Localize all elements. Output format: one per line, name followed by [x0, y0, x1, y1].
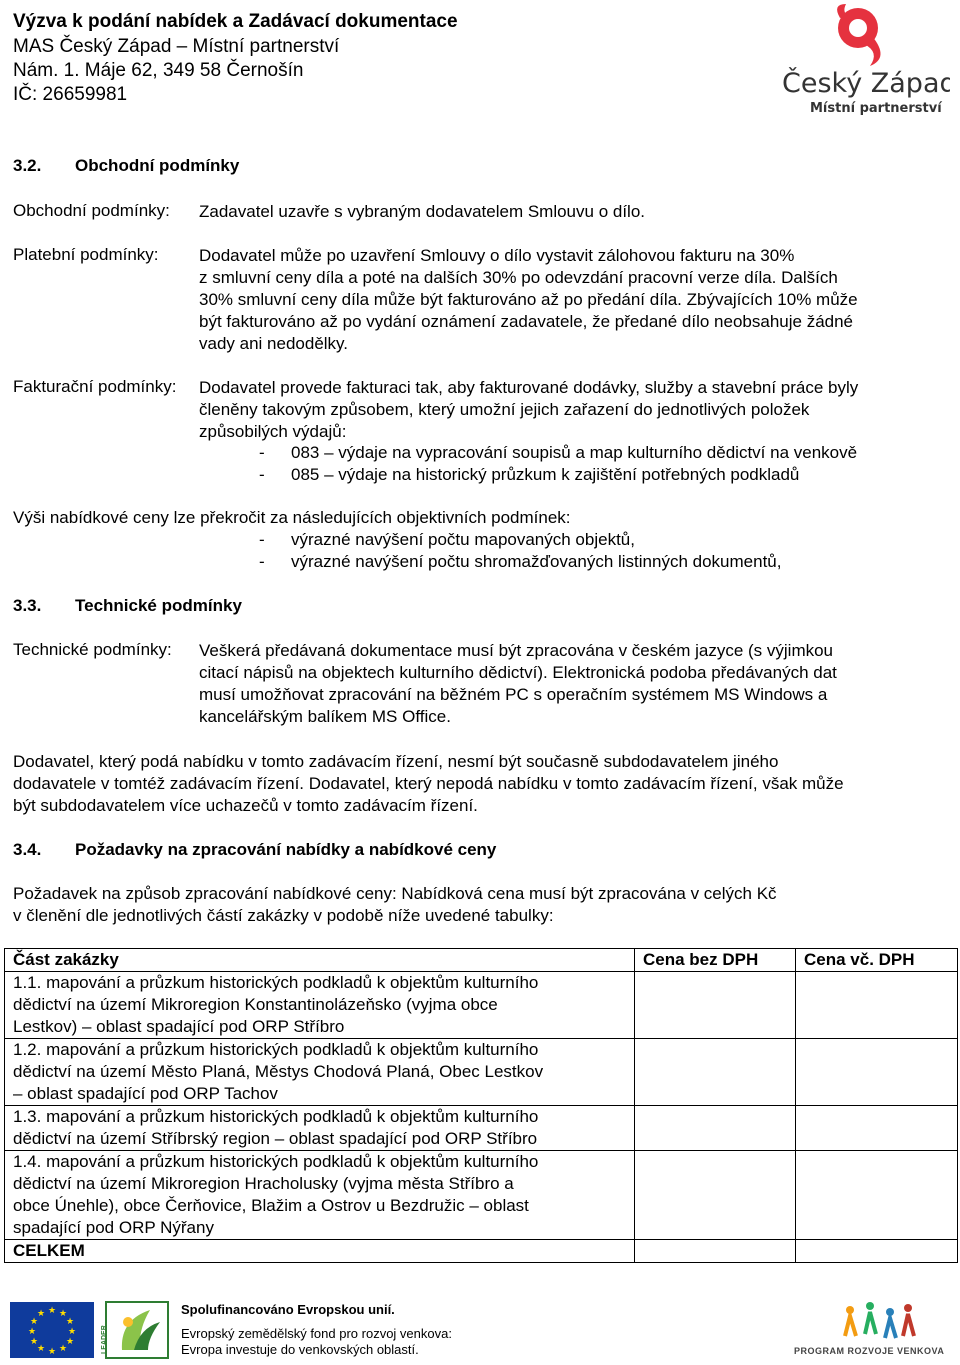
svg-text:★: ★	[59, 1344, 68, 1354]
list-item: - 085 – výdaje na historický průzkum k zajištění potřebných podkladů	[259, 465, 800, 484]
table-cell-part: 1.1. mapování a průzkum historických podkladů k objektům kulturního dědictví na území Mikroregion Konstantinolázeňsko (vyjma obce Lestkov) – oblast spadající pod ORP Stříbro	[5, 972, 635, 1039]
column-header-price-without-vat: Cena bez DPH	[635, 949, 796, 972]
table-total-row	[5, 1240, 958, 1263]
svg-text:★: ★	[30, 1317, 39, 1327]
price-table	[4, 948, 958, 1263]
table-cell-price-without-vat	[635, 1151, 796, 1240]
logo-subtitle: Místní partnerství	[810, 101, 942, 116]
table-cell-part: 1.2. mapování a průzkum historických podkladů k objektům kulturního dědictví na území Město Planá, Městys Chodová Planá, Obec Lestkov – oblast spadající pod ORP Tachov	[5, 1039, 635, 1106]
commercial-terms-text: Zadavatel uzavře s vybraným dodavatelem Smlouvu o dílo.	[199, 202, 646, 221]
eu-flag-icon	[10, 1302, 94, 1358]
invoicing-terms-text: Dodavatel provede fakturaci tak, aby fakturované dodávky, služby a stavební práce byly členěny takovým způsobem, který umožní jejich zařazení do jednotlivých položek způsobilých výdajů:	[199, 378, 859, 441]
table-row	[5, 1106, 958, 1151]
table-cell-price-without-vat	[635, 1039, 796, 1106]
table-cell-total-with-vat	[796, 1240, 958, 1263]
technical-terms-text: Veškerá předávaná dokumentace musí být zpracována v českém jazyce (s výjimkou citací nápisů na objektech kulturního dědictví). Elektronická podoba předávaných dat musí umožňovat zpracování na běžném PC s operačním systémem MS Windows a kancelářským balíkem MS Office.	[199, 641, 837, 726]
svg-text:★: ★	[66, 1317, 75, 1327]
table-cell-price-with-vat	[796, 1151, 958, 1240]
list-item: - výrazné navýšení počtu shromažďovaných listinných dokumentů,	[259, 552, 782, 571]
section-heading-3-2: 3.2. Obchodní podmínky	[13, 156, 240, 175]
column-header-price-with-vat: Cena vč. DPH	[796, 949, 958, 972]
leader-logo-icon	[106, 1302, 168, 1358]
document-title: Výzva k podání nabídek a Zadávací dokumentace	[13, 11, 458, 32]
price-exceed-text: Výši nabídkové ceny lze překročit za následujících objektivních podmínek:	[13, 508, 571, 527]
table-row	[5, 972, 958, 1039]
table-cell-part: 1.3. mapování a průzkum historických podkladů k objektům kulturního dědictví na území Stříbrský region – oblast spadající pod ORP Stříbro	[5, 1106, 635, 1151]
table-cell-total-without-vat	[635, 1240, 796, 1263]
price-requirement-paragraph: Požadavek na způsob zpracování nabídkové ceny: Nabídková cena musí být zpracována v celých Kč v členění dle jednotlivých částí zakázky v podobě níže uvedené tabulky:	[13, 884, 777, 925]
payment-terms-label: Platební podmínky:	[13, 245, 159, 264]
commercial-terms-label: Obchodní podmínky:	[13, 201, 170, 220]
payment-terms-text: Dodavatel může po uzavření Smlouvy o dílo vystavit zálohovou fakturu na 30% z smluvní ceny díla a poté na dalších 30% po odevzdání pracovní verze díla. Dalších 30% smluvní ceny díla může být fakturováno až po předání díla. Zbývajících 10% může být fakturováno až po vydání oznámení zadavatele, že předané dílo neobsahuje žádné vady ani nedodělky.	[199, 246, 858, 353]
organization-name: MAS Český Západ – Místní partnerství	[13, 36, 340, 57]
table-row	[5, 1151, 958, 1240]
eafrd-motto-text: Evropa investuje do venkovských oblastí.	[181, 1342, 419, 1357]
cofinanced-text: Spolufinancováno Evropskou unií.	[181, 1302, 395, 1317]
svg-text:★: ★	[37, 1344, 46, 1354]
subcontractor-paragraph: Dodavatel, který podá nabídku v tomto zadávacím řízení, nesmí být současně subdodavatelem jiného dodavatele v tomtéž zadávacím řízení. Dodavatel, který nepodá nabídku v tomto zadávacím řízení, však může být subdodavatelem více uchazečů v tomto zadávacím řízení.	[13, 752, 844, 815]
eafrd-text: Evropský zemědělský fond pro rozvoj venkova:	[181, 1326, 452, 1341]
table-cell-price-with-vat	[796, 972, 958, 1039]
prv-label: PROGRAM ROZVOJE VENKOVA	[794, 1346, 945, 1356]
list-item: - 083 – výdaje na vypracování soupisů a map kulturního dědictví na venkově	[259, 443, 858, 462]
organization-id: IČ: 26659981	[13, 84, 128, 105]
prv-figures-icon	[845, 1302, 914, 1338]
leader-label: LEADER	[101, 1325, 108, 1354]
svg-text:★: ★	[30, 1337, 39, 1347]
logo-wordmark: Český Západ	[782, 68, 950, 99]
cesky-zapad-logo	[780, 0, 950, 120]
technical-terms-label: Technické podmínky:	[13, 640, 172, 659]
invoicing-terms-label: Fakturační podmínky:	[13, 377, 177, 396]
table-header-row	[5, 949, 958, 972]
program-rozvoje-venkova-logo	[790, 1296, 945, 1358]
table-cell-part: 1.4. mapování a průzkum historických podkladů k objektům kulturního dědictví na území Mikroregion Hracholusky (vyjma města Stříbro a obce Únehle), obce Čerňovice, Blažim a Ostrov u Bezdružic – oblast spadající pod ORP Nýřany	[5, 1151, 635, 1240]
svg-text:★: ★	[59, 1309, 68, 1319]
svg-text:★: ★	[66, 1337, 75, 1347]
column-header-part: Část zakázky	[5, 949, 635, 972]
svg-text:★: ★	[37, 1309, 46, 1319]
svg-text:★: ★	[48, 1347, 57, 1357]
table-cell-price-with-vat	[796, 1106, 958, 1151]
section-heading-3-3: 3.3. Technické podmínky	[13, 596, 242, 615]
table-cell-price-without-vat	[635, 972, 796, 1039]
table-cell-total-label: CELKEM	[5, 1240, 635, 1263]
svg-text:★: ★	[28, 1327, 37, 1337]
organization-address: Nám. 1. Máje 62, 349 58 Černošín	[13, 60, 304, 81]
svg-text:★: ★	[48, 1306, 57, 1316]
section-heading-3-4: 3.4. Požadavky na zpracování nabídky a nabídkové ceny	[13, 840, 497, 859]
list-item: - výrazné navýšení počtu mapovaných objektů,	[259, 530, 635, 549]
table-cell-price-with-vat	[796, 1039, 958, 1106]
footer-logos	[10, 1300, 170, 1365]
svg-text:★: ★	[68, 1327, 77, 1337]
table-cell-price-without-vat	[635, 1106, 796, 1151]
table-row	[5, 1039, 958, 1106]
